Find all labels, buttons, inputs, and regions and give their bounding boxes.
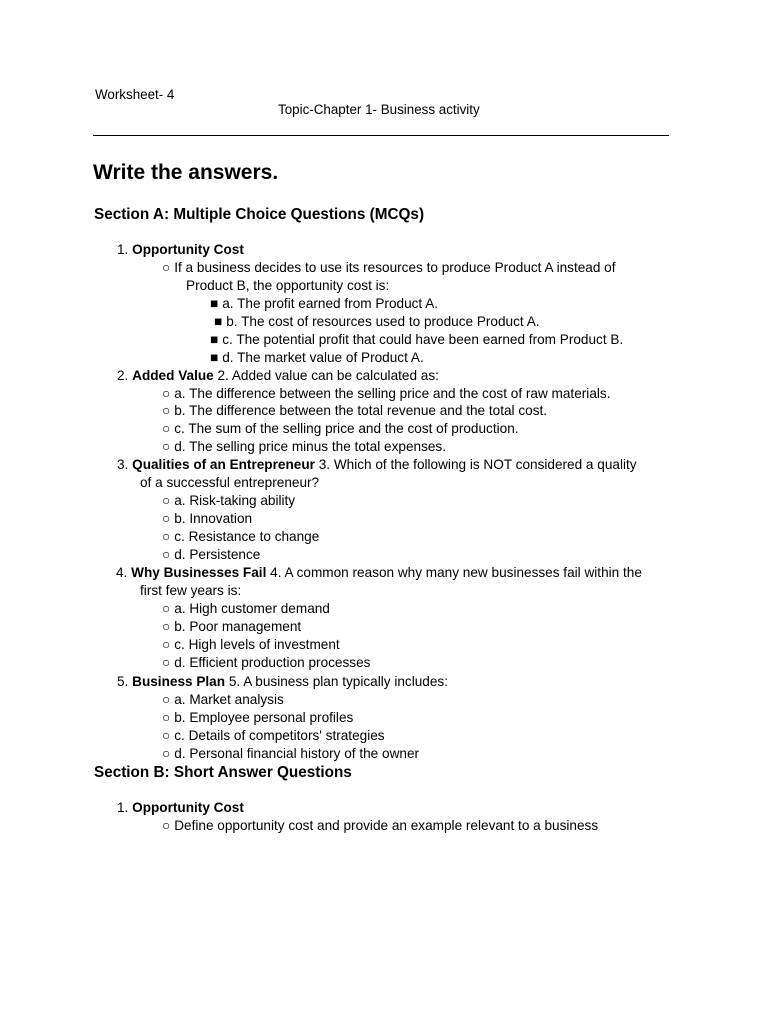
- mcq-5-option-d: [162, 745, 419, 763]
- mcq-2-stem: 2. Added value can be calculated as:: [217, 368, 439, 383]
- mcq-5-title: [117, 673, 448, 691]
- circle-bullet-icon: ○: [162, 403, 171, 418]
- circle-bullet-icon: ○: [162, 547, 171, 562]
- section-a-heading: Section A: Multiple Choice Questions (MCQs): [94, 206, 425, 223]
- circle-bullet-icon: ○: [162, 818, 171, 833]
- saq-1-topic: Opportunity Cost: [132, 800, 244, 815]
- mcq-5-option-c: [162, 727, 385, 745]
- circle-bullet-icon: ○: [162, 511, 171, 526]
- page-title: Write the answers.: [93, 161, 279, 184]
- mcq-5-option-c-text: c. Details of competitors' strategies: [174, 728, 385, 743]
- mcq-3-option-b-text: b. Innovation: [174, 511, 253, 526]
- mcq-4-stem-text1: 4. A common reason why many new businesses fail within the: [270, 565, 642, 580]
- mcq-4-option-b-text: b. Poor management: [174, 619, 302, 634]
- square-bullet-icon: ■: [210, 296, 219, 311]
- mcq-5-stem: 5. A business plan typically includes:: [228, 674, 448, 689]
- mcq-3-option-d-text: d. Persistence: [174, 547, 261, 562]
- circle-bullet-icon: ○: [162, 692, 171, 707]
- circle-bullet-icon: ○: [162, 439, 171, 454]
- mcq-2-title: [117, 367, 439, 385]
- mcq-2-option-d: [162, 438, 446, 456]
- mcq-5-number: 5.: [117, 674, 129, 689]
- circle-bullet-icon: ○: [162, 260, 171, 275]
- mcq-4-option-b: [162, 618, 301, 636]
- mcq-2-option-c-text: c. The sum of the selling price and the cost of production.: [174, 421, 519, 436]
- mcq-3-option-a: [162, 492, 295, 510]
- mcq-2-topic: Added Value: [132, 368, 214, 383]
- mcq-2-option-a: [162, 385, 610, 403]
- circle-bullet-icon: ○: [162, 493, 171, 508]
- mcq-1-stem-line1: [162, 259, 616, 277]
- mcq-2-option-b: [162, 402, 547, 420]
- worksheet-number: Worksheet- 4: [95, 87, 175, 102]
- mcq-4-option-c-text: c. High levels of investment: [174, 637, 340, 652]
- mcq-3-option-c-text: c. Resistance to change: [174, 529, 320, 544]
- mcq-4-topic: Why Businesses Fail: [131, 565, 267, 580]
- mcq-2-option-d-text: d. The selling price minus the total expenses.: [174, 439, 446, 454]
- square-bullet-icon: ■: [214, 314, 223, 329]
- circle-bullet-icon: ○: [162, 637, 171, 652]
- header-divider: [93, 135, 669, 136]
- mcq-1-option-a: [210, 295, 438, 313]
- section-b-heading: Section B: Short Answer Questions: [94, 764, 352, 781]
- mcq-5-option-a: [162, 691, 284, 709]
- mcq-1-stem-line2: Product B, the opportunity cost is:: [186, 278, 390, 293]
- mcq-4-option-a-text: a. High customer demand: [174, 601, 330, 616]
- circle-bullet-icon: ○: [162, 601, 171, 616]
- square-bullet-icon: ■: [210, 332, 219, 347]
- mcq-4-stem-line2: first few years is:: [140, 583, 242, 598]
- mcq-3-title: [117, 456, 637, 474]
- mcq-1-title: [117, 241, 244, 259]
- mcq-2-number: 2.: [117, 368, 129, 383]
- mcq-5-option-d-text: d. Personal financial history of the owner: [174, 746, 420, 761]
- mcq-4-option-c: [162, 636, 340, 654]
- mcq-2-option-a-text: a. The difference between the selling price and the cost of raw materials.: [174, 386, 611, 401]
- mcq-3-option-a-text: a. Risk-taking ability: [174, 493, 296, 508]
- mcq-5-option-b-text: b. Employee personal profiles: [174, 710, 354, 725]
- mcq-1-option-c-text: c. The potential profit that could have been earned from Product B.: [222, 332, 624, 347]
- mcq-3-stem-text1: 3. Which of the following is NOT considered a quality: [318, 457, 637, 472]
- saq-1-question-text: Define opportunity cost and provide an example relevant to a business: [174, 818, 599, 833]
- mcq-1-number: 1.: [117, 242, 129, 257]
- mcq-5-option-a-text: a. Market analysis: [174, 692, 284, 707]
- mcq-1-option-b-text: b. The cost of resources used to produce Product A.: [226, 314, 540, 329]
- mcq-1-topic: Opportunity Cost: [132, 242, 244, 257]
- mcq-3-option-c: [162, 528, 319, 546]
- mcq-1-option-c: [210, 331, 623, 349]
- mcq-3-option-b: [162, 510, 252, 528]
- mcq-4-option-d: [162, 654, 370, 672]
- topic-line: Topic-Chapter 1- Business activity: [278, 102, 480, 117]
- circle-bullet-icon: ○: [162, 746, 171, 761]
- mcq-3-number: 3.: [117, 457, 129, 472]
- mcq-1-stem-text1: If a business decides to use its resources to produce Product A instead of: [174, 260, 616, 275]
- mcq-1-option-a-text: a. The profit earned from Product A.: [222, 296, 439, 311]
- mcq-2-option-b-text: b. The difference between the total revenue and the total cost.: [174, 403, 548, 418]
- mcq-4-title: [116, 564, 642, 582]
- saq-1-question: [162, 817, 598, 835]
- circle-bullet-icon: ○: [162, 655, 171, 670]
- mcq-3-stem-line2: of a successful entrepreneur?: [140, 475, 320, 490]
- mcq-5-option-b: [162, 709, 353, 727]
- circle-bullet-icon: ○: [162, 710, 171, 725]
- circle-bullet-icon: ○: [162, 421, 171, 436]
- mcq-3-topic: Qualities of an Entrepreneur: [132, 457, 315, 472]
- mcq-4-option-a: [162, 600, 330, 618]
- circle-bullet-icon: ○: [162, 728, 171, 743]
- circle-bullet-icon: ○: [162, 529, 171, 544]
- mcq-3-option-d: [162, 546, 260, 564]
- mcq-2-option-c: [162, 420, 519, 438]
- mcq-1-option-d-text: d. The market value of Product A.: [222, 350, 424, 365]
- mcq-4-option-d-text: d. Efficient production processes: [174, 655, 371, 670]
- mcq-4-number: 4.: [116, 565, 128, 580]
- mcq-5-topic: Business Plan: [132, 674, 226, 689]
- saq-1-number: 1.: [117, 800, 129, 815]
- saq-1-title: [117, 799, 244, 817]
- mcq-1-option-d: [210, 349, 424, 367]
- mcq-1-option-b: [214, 313, 540, 331]
- square-bullet-icon: ■: [210, 350, 219, 365]
- circle-bullet-icon: ○: [162, 386, 171, 401]
- circle-bullet-icon: ○: [162, 619, 171, 634]
